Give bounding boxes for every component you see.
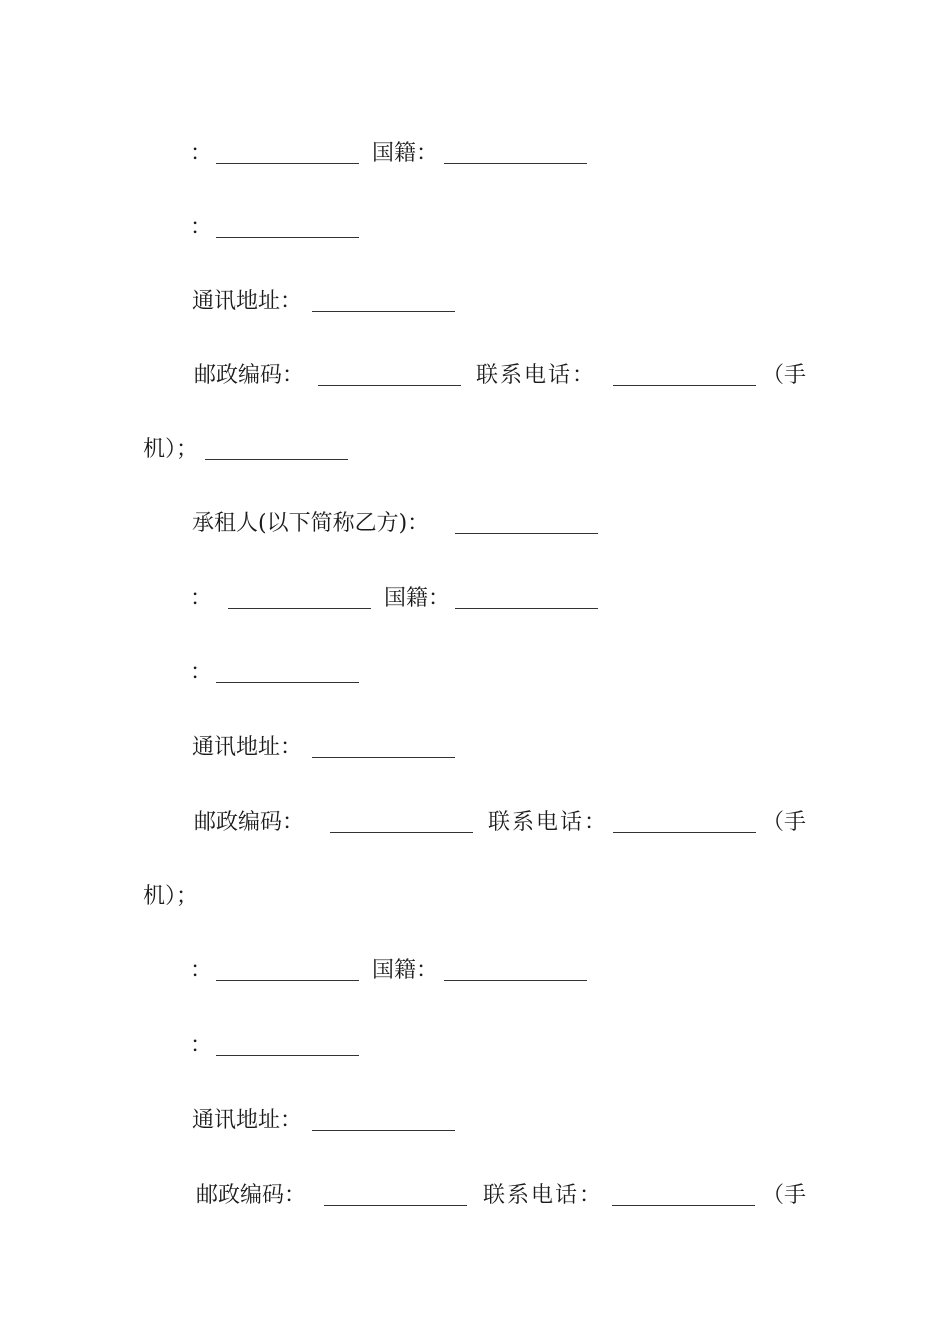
phone-label: 联系电话： — [483, 1183, 604, 1208]
nationality-label: 国籍： — [384, 586, 451, 611]
mobile-close-label: 机）； — [143, 884, 199, 909]
mobile-open-label: （手 — [762, 363, 807, 388]
lessee-name-blank[interactable] — [455, 533, 598, 534]
phone-label: 联系电话： — [476, 363, 597, 388]
colon-label: ： — [190, 660, 213, 685]
name-blank[interactable] — [216, 163, 359, 164]
id-blank[interactable] — [216, 1055, 359, 1056]
postal-label: 邮政编码： — [194, 363, 305, 388]
address-label: 通讯地址： — [192, 289, 303, 314]
colon-label: ： — [190, 215, 213, 240]
address-blank[interactable] — [312, 311, 455, 312]
colon-label: ： — [190, 141, 213, 166]
nationality-blank[interactable] — [444, 163, 587, 164]
phone-blank[interactable] — [613, 832, 756, 833]
colon-label: ： — [190, 586, 213, 611]
mobile-close-label: 机）； — [143, 437, 199, 462]
address-label: 通讯地址： — [192, 1108, 303, 1133]
mobile-open-label: （手 — [762, 810, 807, 835]
address-blank[interactable] — [312, 1130, 455, 1131]
lessee-title: 承租人(以下简称乙方)： — [192, 511, 430, 536]
postal-label: 邮政编码： — [196, 1183, 307, 1208]
postal-blank[interactable] — [324, 1205, 467, 1206]
phone-label: 联系电话： — [488, 810, 609, 835]
mobile-blank[interactable] — [205, 459, 348, 460]
id-blank[interactable] — [216, 682, 359, 683]
name-blank[interactable] — [228, 608, 371, 609]
mobile-open-label: （手 — [762, 1183, 807, 1208]
postal-blank[interactable] — [318, 385, 461, 386]
postal-label: 邮政编码： — [194, 810, 305, 835]
colon-label: ： — [190, 1033, 213, 1058]
name-blank[interactable] — [216, 980, 359, 981]
nationality-label: 国籍： — [372, 958, 439, 983]
phone-blank[interactable] — [613, 385, 756, 386]
address-blank[interactable] — [312, 757, 455, 758]
id-blank[interactable] — [216, 237, 359, 238]
nationality-blank[interactable] — [444, 980, 587, 981]
postal-blank[interactable] — [330, 832, 473, 833]
colon-label: ： — [190, 958, 213, 983]
address-label: 通讯地址： — [192, 735, 303, 760]
nationality-blank[interactable] — [455, 608, 598, 609]
phone-blank[interactable] — [612, 1205, 755, 1206]
nationality-label: 国籍： — [372, 141, 439, 166]
